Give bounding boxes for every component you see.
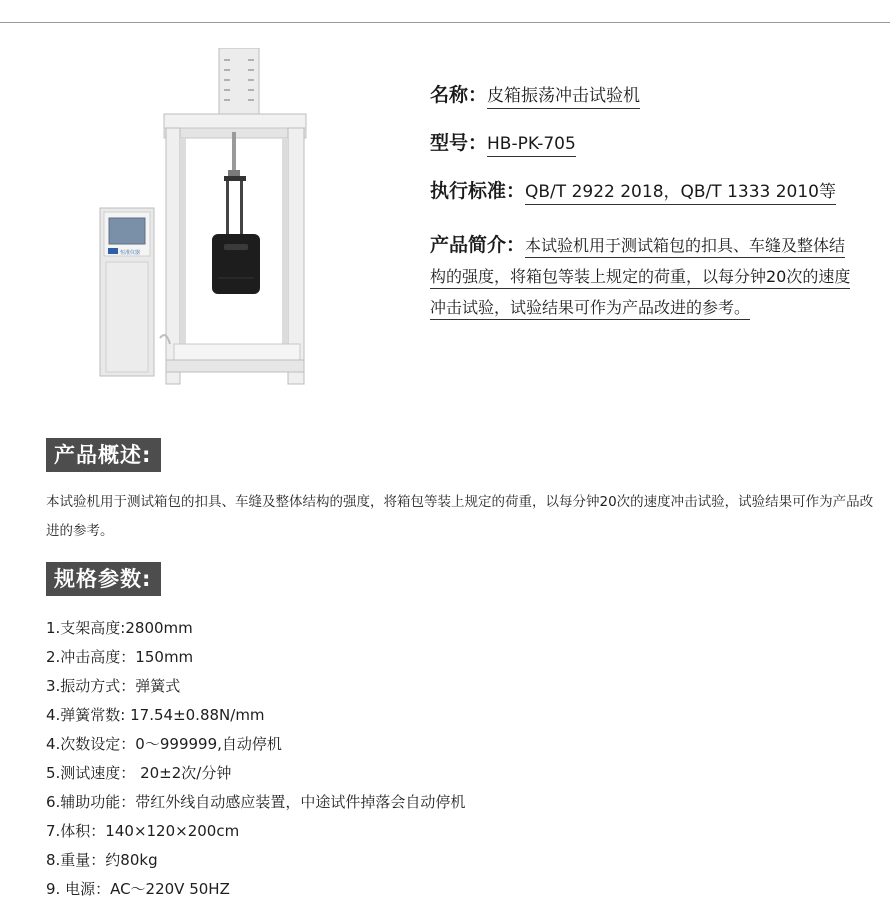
product-name-label: 名称： <box>430 84 488 106</box>
spec-item: 1.支架高度:2800mm <box>46 619 193 637</box>
product-name-value: 皮箱振荡冲击试验机 <box>487 86 640 109</box>
spec-item: 4.次数设定：0～999999,自动停机 <box>46 735 282 753</box>
spec-item: 5.测试速度： 20±2次/分钟 <box>46 764 232 782</box>
spec-item: 9. 电源：AC～220V 50HZ <box>46 880 230 898</box>
product-intro-value: 本试验机用于测试箱包的扣具、车缝及整体结构的强度，将箱包等装上规定的荷重，以每分钟20次的速度冲击试验，试验结果可作为产品改进的参考。 <box>430 236 850 320</box>
spec-item: 2.冲击高度：150mm <box>46 648 194 666</box>
spec-list <box>46 614 465 904</box>
spec-item: 3.振动方式：弹簧式 <box>46 677 181 695</box>
product-model-value: HB-PK-705 <box>487 134 576 157</box>
product-standard-value: QB/T 2922 2018，QB/T 1333 2010等 <box>525 182 836 205</box>
spec-item: 7.体积：140×120×200cm <box>46 822 240 840</box>
product-model-label: 型号： <box>430 132 488 154</box>
product-standard-line <box>430 180 836 203</box>
specs-heading: 规格参数: <box>46 562 161 596</box>
top-divider <box>0 22 890 23</box>
overview-text: 本试验机用于测试箱包的扣具、车缝及整体结构的强度，将箱包等装上规定的荷重，以每分钟20次的速度冲击试验，试验结果可作为产品改进的参考。 <box>46 494 874 539</box>
product-image <box>92 48 314 388</box>
brand-logo-text: 恒准仪器 <box>120 250 141 256</box>
product-intro-label: 产品简介： <box>430 234 526 256</box>
product-intro-line <box>430 230 860 323</box>
product-standard-label: 执行标准： <box>430 180 526 202</box>
overview-heading: 产品概述: <box>46 438 161 472</box>
spec-item: 8.重量：约80kg <box>46 851 158 869</box>
spec-item: 6.辅助功能：带红外线自动感应装置，中途试件掉落会自动停机 <box>46 793 466 811</box>
product-name-line <box>430 84 640 107</box>
product-model-line <box>430 132 576 155</box>
spec-item: 4.弹簧常数: 17.54±0.88N/mm <box>46 706 265 724</box>
